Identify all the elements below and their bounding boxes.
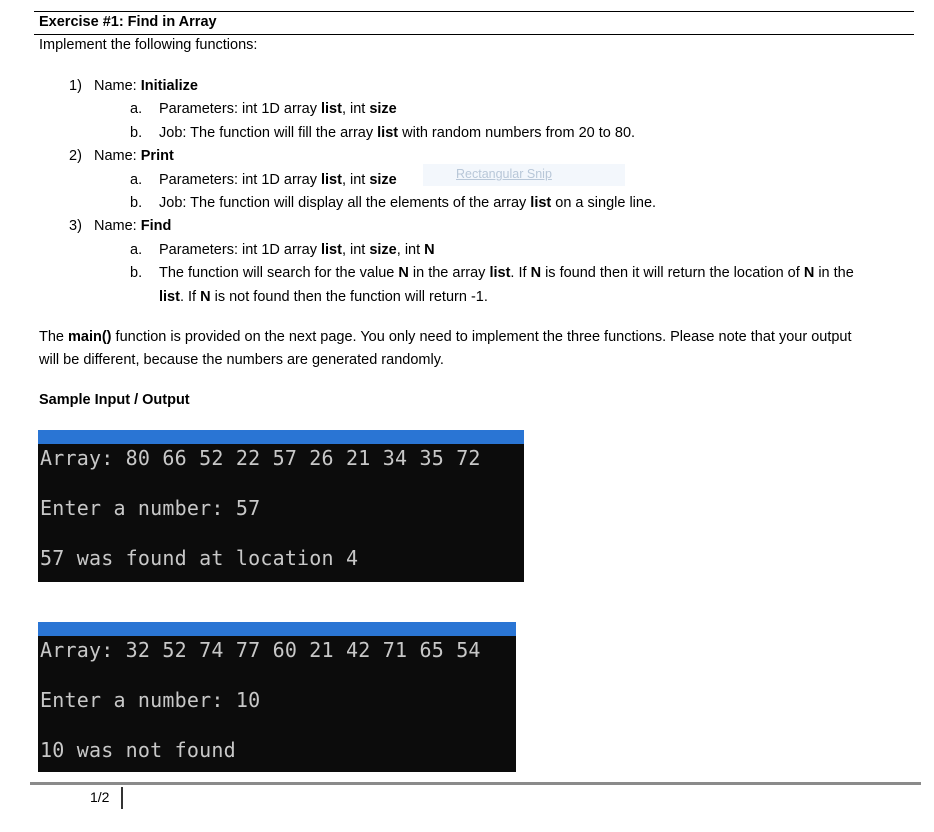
function-3-params-marker: a.: [130, 242, 143, 258]
console-line: Array: 80 66 52 22 57 26 21 34 35 72: [40, 446, 481, 470]
console-line: Array: 32 52 74 77 60 21 42 71 65 54: [40, 638, 481, 662]
rectangular-snip-overlay[interactable]: Rectangular Snip: [423, 164, 625, 186]
console-line: 10 was not found: [40, 738, 236, 762]
function-2-job-marker: b.: [130, 195, 143, 211]
function-2-params-marker: a.: [130, 172, 143, 188]
console-line: 57 was found at location 4: [40, 546, 359, 570]
page-indicator-divider: [121, 787, 123, 809]
main-note-line-2: will be different, because the numbers are generated randomly.: [39, 352, 444, 368]
main-note-line-1: The main() function is provided on the next page. You only need to implement the three functions. Please note that your output: [39, 329, 852, 345]
sample-output-1: [38, 430, 524, 582]
function-1-job: Job: The function will fill the array list with random numbers from 20 to 80.: [159, 125, 636, 141]
sample-output-2: [38, 622, 516, 772]
function-1-name: 1) Name: Initialize: [69, 78, 198, 94]
function-3-job-marker: b.: [130, 265, 143, 281]
function-3-job-line-2: list. If N is not found then the function will return -1.: [159, 289, 488, 305]
footer-rule: [30, 782, 921, 785]
function-1-job-marker: b.: [130, 125, 143, 141]
console-line: Enter a number: 57: [40, 496, 261, 520]
function-2-params: Parameters: int 1D array list, int size: [159, 172, 397, 188]
function-1-params: Parameters: int 1D array list, int size: [159, 101, 397, 117]
page-title: Exercise #1: Find in Array: [39, 14, 217, 30]
function-2-job: Job: The function will display all the elements of the array list on a single line.: [159, 195, 657, 211]
page-indicator: 1/2: [90, 789, 110, 805]
console-line: Enter a number: 10: [40, 688, 261, 712]
function-3-params: Parameters: int 1D array list, int size, int N: [159, 242, 435, 258]
function-3-job-line-1: The function will search for the value N in the array list. If N is found then it will return the location of N in the: [159, 265, 854, 281]
console-title-bar: [38, 622, 516, 636]
function-3-name: 3) Name: Find: [69, 218, 172, 234]
console-title-bar: [38, 430, 524, 444]
title-underline: [34, 34, 914, 35]
function-2-name: 2) Name: Print: [69, 148, 174, 164]
top-rule: [34, 11, 914, 12]
intro-text: Implement the following functions:: [39, 37, 258, 53]
sample-heading: Sample Input / Output: [39, 392, 190, 408]
function-1-params-marker: a.: [130, 101, 143, 117]
